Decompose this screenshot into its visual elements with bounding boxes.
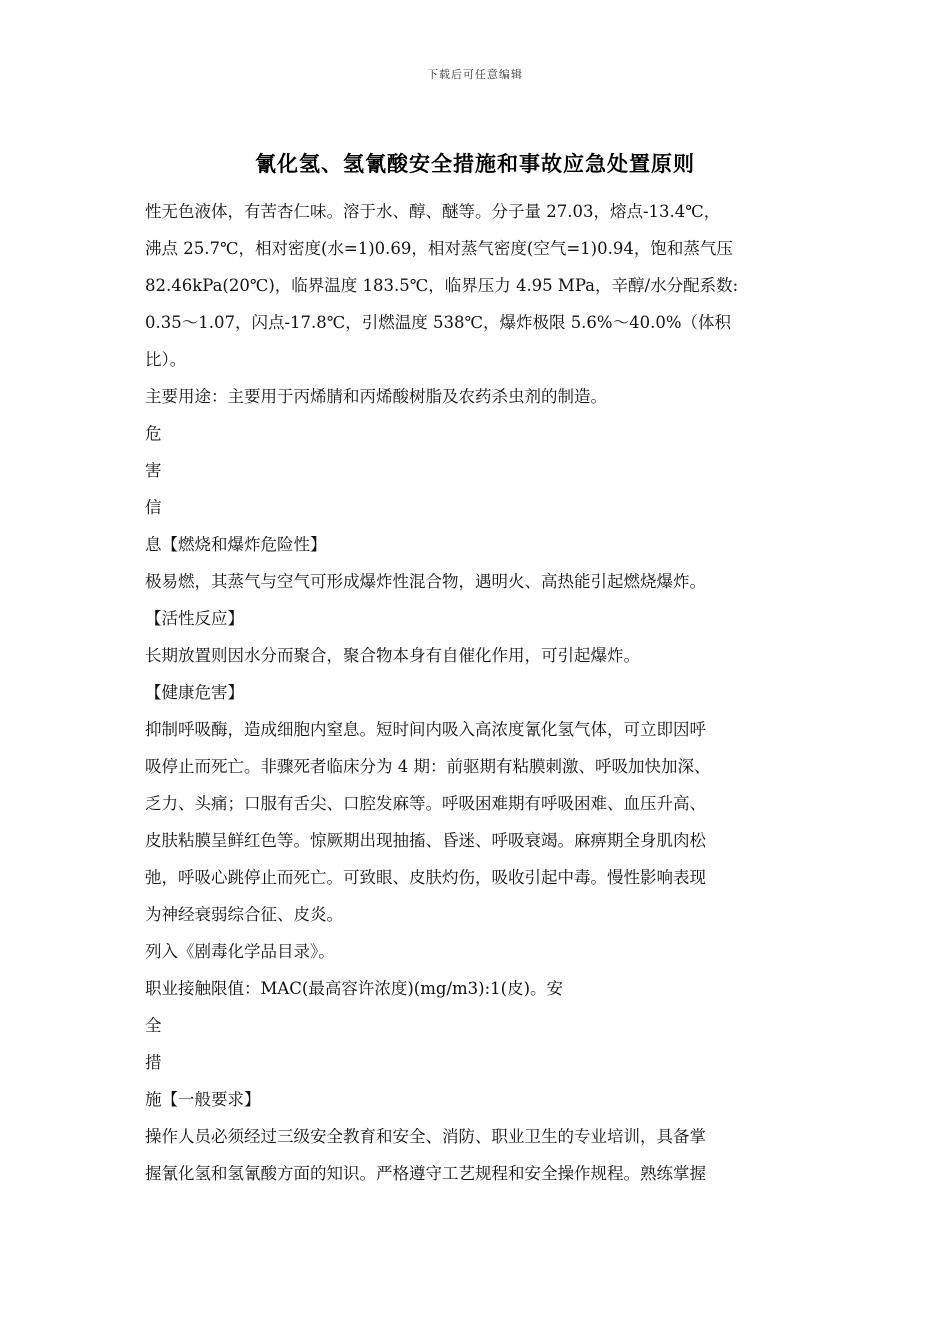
body-line: 极易燃，其蒸气与空气可形成爆炸性混合物，遇明火、高热能引起燃烧爆炸。 xyxy=(145,572,706,591)
body-line: 害 xyxy=(145,461,162,480)
section-heading: 【活性反应】 xyxy=(145,609,244,628)
section-heading: 【健康危害】 xyxy=(145,683,244,702)
section-heading: 施【一般要求】 xyxy=(145,1090,261,1109)
body-line: 操作人员必须经过三级安全教育和安全、消防、职业卫生的专业培训，具备掌 xyxy=(145,1127,706,1146)
document-title: 氰化氢、氢氰酸安全措施和事故应急处置原则 xyxy=(255,151,695,176)
body-line: 长期放置则因水分而聚合，聚合物本身有自催化作用，可引起爆炸。 xyxy=(145,646,640,665)
header-note: 下载后可任意编辑 xyxy=(427,68,523,81)
body-line: 握氰化氢和氢氰酸方面的知识。严格遵守工艺规程和安全操作规程。熟练掌握 xyxy=(145,1164,706,1183)
body-line: 信 xyxy=(145,498,162,517)
body-line: 82.46kPa(20℃)，临界温度 183.5℃，临界压力 4.95 MPa，辛醇/水分配系数: xyxy=(145,276,739,295)
body-line: 性无色液体，有苦杏仁味。溶于水、醇、醚等。分子量 27.03，熔点-13.4℃， xyxy=(145,202,721,221)
body-line: 沸点 25.7℃，相对密度(水=1)0.69，相对蒸气密度(空气=1)0.94，饱和蒸气压 xyxy=(145,239,733,258)
body-line: 职业接触限值：MAC(最高容许浓度)(mg/m3):1(皮)。安 xyxy=(145,979,564,998)
body-line: 为神经衰弱综合征、皮炎。 xyxy=(145,905,343,924)
body-line: 全 xyxy=(145,1016,162,1035)
body-line: 皮肤粘膜呈鲜红色等。惊厥期出现抽搐、昏迷、呼吸衰竭。麻痹期全身肌肉松 xyxy=(145,831,706,850)
document-body xyxy=(145,193,815,1192)
body-line: 0.35～1.07，闪点-17.8℃，引燃温度 538℃，爆炸极限 5.6%～40.0%（体积 xyxy=(145,313,732,332)
body-line: 措 xyxy=(145,1053,162,1072)
section-heading: 息【燃烧和爆炸危险性】 xyxy=(145,535,327,554)
body-line: 主要用途：主要用于丙烯腈和丙烯酸树脂及农药杀虫剂的制造。 xyxy=(145,387,607,406)
body-line: 乏力、头痛；口服有舌尖、口腔发麻等。呼吸困难期有呼吸困难、血压升高、 xyxy=(145,794,706,813)
body-line: 危 xyxy=(145,424,162,443)
body-line: 比）。 xyxy=(145,350,187,369)
body-line: 列入《剧毒化学品目录》。 xyxy=(145,942,335,961)
body-line: 吸停止而死亡。非骤死者临床分为 4 期：前驱期有粘膜刺激、呼吸加快加深、 xyxy=(145,757,711,776)
body-line: 抑制呼吸酶，造成细胞内窒息。短时间内吸入高浓度氰化氢气体，可立即因呼 xyxy=(145,720,706,739)
body-line: 弛，呼吸心跳停止而死亡。可致眼、皮肤灼伤，吸收引起中毒。慢性影响表现 xyxy=(145,868,706,887)
